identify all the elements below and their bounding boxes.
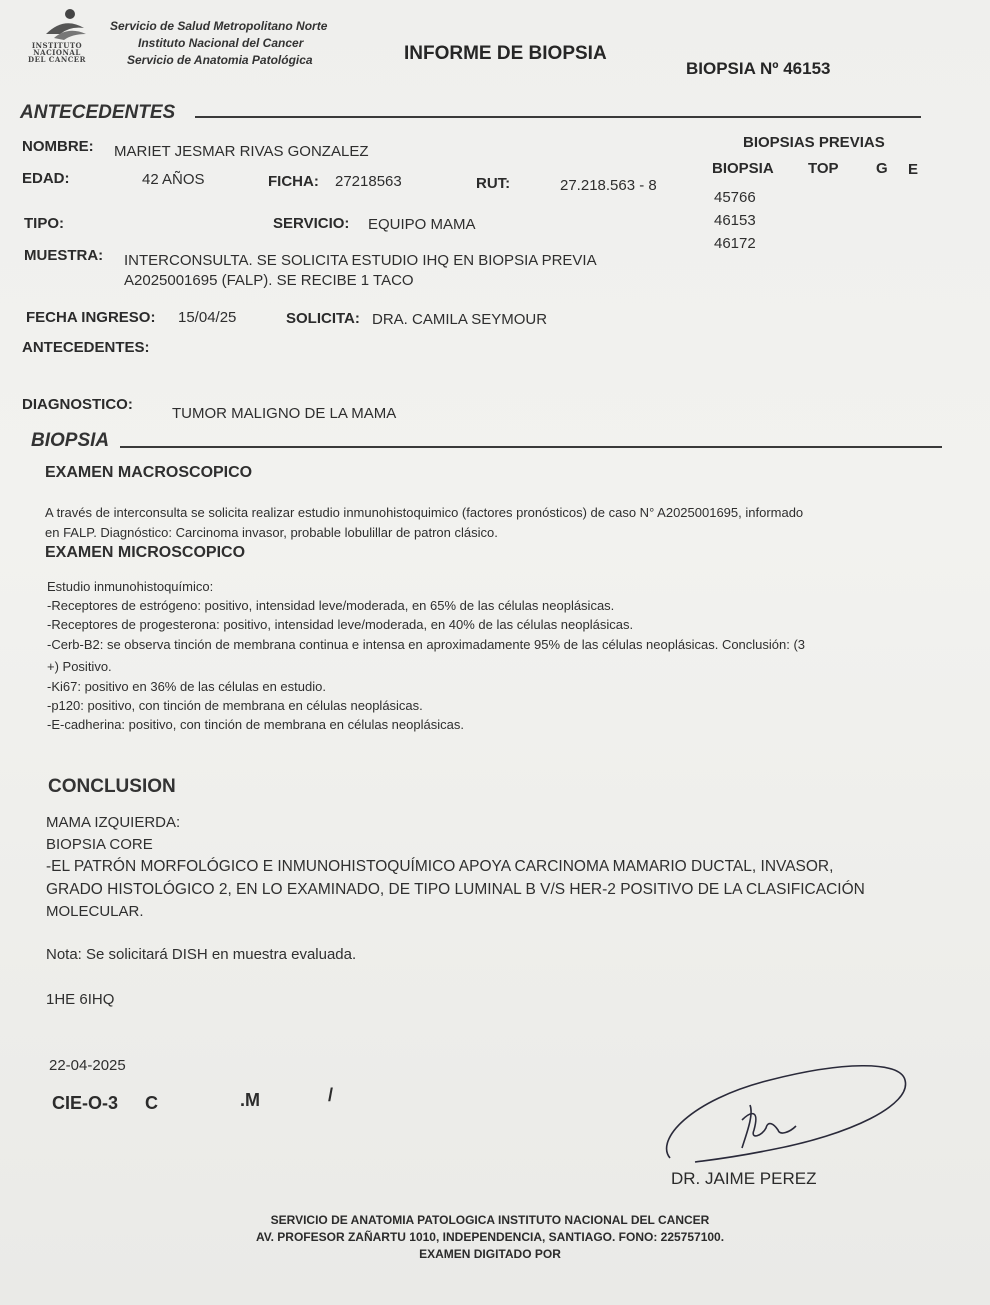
nota-text: Nota: Se solicitará DISH en muestra evaluada. — [46, 946, 357, 963]
tipo-label: TIPO: — [24, 215, 64, 232]
conclusion-line: GRADO HISTOLÓGICO 2, EN LO EXAMINADO, DE TIPO LUMINAL B V/S HER-2 POSITIVO DE LA CLASIFICACIÓN — [46, 881, 865, 898]
micro-line: -Cerb-B2: se observa tinción de membrana continua e intensa en aproximadamente 95% de las células neoplásicas. Conclusión: (3 — [47, 637, 806, 652]
biopsias-previas-col-e: E — [908, 161, 919, 178]
macro-line: en FALP. Diagnóstico: Carcinoma invasor, probable lobulillar de patron clásico. — [45, 525, 498, 540]
micro-line: Estudio inmunohistoquímico: — [47, 579, 214, 594]
report-title: INFORME DE BIOPSIA — [404, 43, 607, 64]
fecha-ingreso-value: 15/04/25 — [178, 309, 237, 326]
biopsy-number — [686, 59, 831, 79]
doctor-name: DR. JAIME PEREZ — [671, 1169, 817, 1188]
org-line-2: Instituto Nacional del Cancer — [138, 36, 304, 50]
footer-line: EXAMEN DIGITADO POR — [419, 1247, 561, 1261]
codes-text: 1HE 6IHQ — [46, 991, 115, 1008]
logo-figure-icon — [24, 8, 90, 42]
logo-text: INSTITUTO NACIONAL DEL CANCER — [28, 41, 86, 64]
ficha-value: 27218563 — [335, 173, 402, 190]
org-line-1: Servicio de Salud Metropolitano Norte — [110, 19, 328, 33]
biopsy-number-value: 46153 — [783, 59, 831, 78]
antecedentes-rule — [195, 116, 921, 118]
micro-line: -Receptores de progesterona: positivo, intensidad leve/moderada, en 40% de las células neoplásicas. — [47, 617, 634, 632]
cie-m: .M — [240, 1090, 260, 1110]
biopsias-previas-col-g: G — [876, 160, 888, 177]
biopsias-previas-row: 45766 — [714, 189, 756, 206]
servicio-value: EQUIPO MAMA — [368, 216, 476, 233]
nombre-value: MARIET JESMAR RIVAS GONZALEZ — [114, 143, 369, 160]
biopsia-section-title: BIOPSIA — [31, 430, 110, 451]
macro-line: A través de interconsulta se solicita realizar estudio inmunohistoquimico (factores pronósticos) de caso N° A2025001695, informado — [45, 505, 804, 520]
edad-value: 42 AÑOS — [142, 171, 205, 188]
rut-value: 27.218.563 - 8 — [560, 177, 657, 194]
cie-slash: / — [328, 1085, 334, 1105]
fecha-ingreso-label: FECHA INGRESO: — [26, 309, 156, 326]
biopsias-previas-title: BIOPSIAS PREVIAS — [743, 134, 885, 151]
footer-line: AV. PROFESOR ZAÑARTU 1010, INDEPENDENCIA, SANTIAGO. FONO: 225757100. — [255, 1230, 725, 1244]
micro-line: -E-cadherina: positivo, con tinción de membrana en células neoplásicas. — [47, 717, 464, 732]
conclusion-line: MOLECULAR. — [46, 903, 144, 920]
institute-logo — [24, 8, 90, 72]
biopsias-previas-col-biopsia: BIOPSIA — [712, 160, 774, 177]
rut-label: RUT: — [476, 175, 511, 192]
biopsia-rule — [120, 446, 942, 448]
macro-title: EXAMEN MACROSCOPICO — [45, 464, 253, 481]
biopsias-previas-row: 46172 — [714, 235, 756, 252]
biopsias-previas-row: 46153 — [714, 212, 756, 229]
servicio-label: SERVICIO: — [273, 215, 350, 232]
conclusion-line: BIOPSIA CORE — [46, 836, 153, 853]
signature-scribble-icon — [650, 1040, 920, 1170]
solicita-value: DRA. CAMILA SEYMOUR — [372, 311, 548, 328]
footer-line: SERVICIO DE ANATOMIA PATOLOGICA INSTITUTO NACIONAL DEL CANCER — [270, 1213, 710, 1227]
nombre-label: NOMBRE: — [22, 138, 94, 155]
edad-label: EDAD: — [22, 170, 70, 187]
micro-line: -p120: positivo, con tinción de membrana en células neoplásicas. — [47, 698, 423, 713]
org-line-3: Servicio de Anatomia Patológica — [127, 53, 313, 67]
biopsy-number-label: BIOPSIA Nº — [686, 59, 779, 78]
report-date: 22-04-2025 — [49, 1057, 126, 1074]
muestra-line-1: INTERCONSULTA. SE SOLICITA ESTUDIO IHQ EN BIOPSIA PREVIA — [124, 252, 597, 269]
ficha-label: FICHA: — [268, 173, 319, 190]
antecedentes-label: ANTECEDENTES: — [22, 339, 150, 356]
muestra-line-2: A2025001695 (FALP). SE RECIBE 1 TACO — [124, 272, 414, 289]
biopsias-previas-col-top: TOP — [808, 160, 839, 177]
micro-line: +) Positivo. — [47, 659, 112, 674]
micro-title: EXAMEN MICROSCOPICO — [45, 544, 246, 561]
solicita-label: SOLICITA: — [286, 310, 360, 327]
diagnostico-value: TUMOR MALIGNO DE LA MAMA — [172, 405, 397, 422]
conclusion-line: MAMA IZQUIERDA: — [46, 814, 181, 831]
muestra-label: MUESTRA: — [24, 247, 104, 264]
micro-line: -Ki67: positivo en 36% de las células en estudio. — [47, 679, 326, 694]
micro-line: -Receptores de estrógeno: positivo, intensidad leve/moderada, en 65% de las células neoplásicas. — [47, 598, 615, 613]
cie-c: C — [145, 1093, 158, 1113]
cie-label: CIE-O-3 — [52, 1093, 119, 1113]
antecedentes-section-title: ANTECEDENTES — [20, 102, 176, 123]
conclusion-line: -EL PATRÓN MORFOLÓGICO E INMUNOHISTOQUÍMICO APOYA CARCINOMA MAMARIO DUCTAL, INVASOR, — [46, 858, 834, 875]
diagnostico-label: DIAGNOSTICO: — [22, 396, 133, 413]
conclusion-title: CONCLUSION — [48, 776, 176, 797]
